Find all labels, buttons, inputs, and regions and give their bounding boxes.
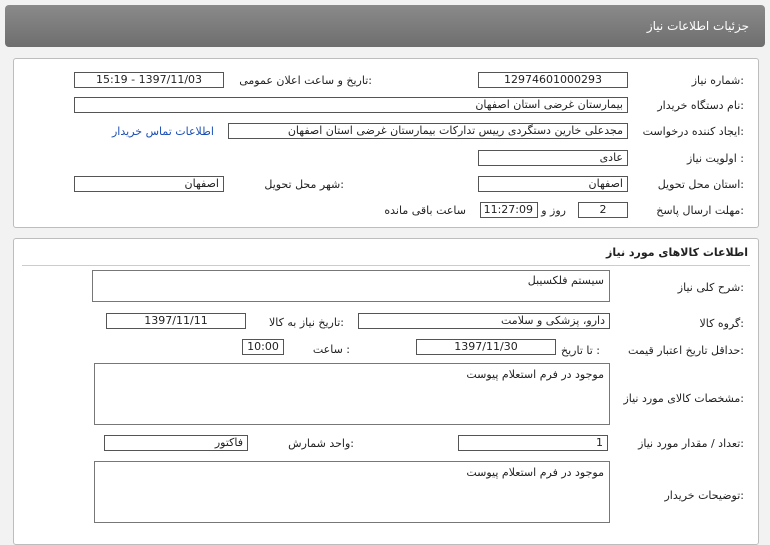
buyer-notes-field[interactable]: موجود در فرم استعلام پیوست [94,461,610,523]
general-description-field[interactable]: سیستم فلکسیبل [92,270,610,302]
goods-info-panel [13,238,759,545]
announce-datetime-label: تاریخ و ساعت اعلان عمومی: [239,74,372,87]
need-date-label: تاریخ نیاز به کالا: [269,316,344,329]
buyer-org-field[interactable]: بیمارستان غرضی استان اصفهان [74,97,628,113]
need-info-panel [13,58,759,228]
priority-field[interactable]: عادی [478,150,628,166]
quantity-label: تعداد / مقدار مورد نیاز: [638,437,744,450]
request-creator-label: ایجاد کننده درخواست: [642,125,744,138]
priority-label: اولویت نیاز : [686,152,744,165]
goods-group-field[interactable]: دارو، پزشکی و سلامت [358,313,610,329]
time-label: ساعت : [312,343,350,356]
need-date-field[interactable]: 1397/11/11 [106,313,246,329]
section-divider [22,265,750,266]
page-title: جزئیات اطلاعات نیاز [646,19,749,33]
until-date-label: تا تاریخ : [561,344,600,357]
buyer-contact-link[interactable]: اطلاعات تماس خریدار [112,125,214,138]
response-deadline-label: مهلت ارسال پاسخ: [656,204,744,217]
buyer-org-label: نام دستگاه خریدار: [657,99,744,112]
deadline-days-field[interactable]: 2 [578,202,628,218]
unit-field[interactable]: فاکتور [104,435,248,451]
days-and-label: روز و [541,204,566,217]
delivery-province-field[interactable]: اصفهان [478,176,628,192]
buyer-notes-label: توضیحات خریدار: [664,489,744,502]
price-validity-label: حداقل تاریخ اعتبار قیمت: [628,344,744,357]
deadline-time-field[interactable]: 11:27:09 [480,202,538,218]
goods-specs-field[interactable]: موجود در فرم استعلام پیوست [94,363,610,425]
quantity-field[interactable]: 1 [458,435,608,451]
delivery-city-label: شهر محل تحویل: [264,178,344,191]
need-number-field[interactable]: 12974601000293 [478,72,628,88]
unit-label: واحد شمارش: [288,437,354,450]
general-description-label: شرح کلی نیاز: [677,281,744,294]
remaining-hours-label: ساعت باقی مانده [384,204,466,217]
delivery-province-label: استان محل تحویل: [657,178,744,191]
goods-specs-label: مشخصات کالای مورد نیاز: [623,392,744,405]
time-field[interactable]: 10:00 [242,339,284,355]
until-date-field[interactable]: 1397/11/30 [416,339,556,355]
request-creator-field[interactable]: مجدعلی خارین دستگردی رییس تدارکات بیمارستان غرضی استان اصفهان [228,123,628,139]
page-header [5,5,765,47]
announce-datetime-field[interactable]: 1397/11/03 - 15:19 [74,72,224,88]
need-number-label: شماره نیاز: [691,74,744,87]
goods-group-label: گروه کالا: [699,317,744,330]
goods-section-title: اطلاعات کالاهای مورد نیاز [606,246,748,259]
delivery-city-field[interactable]: اصفهان [74,176,224,192]
